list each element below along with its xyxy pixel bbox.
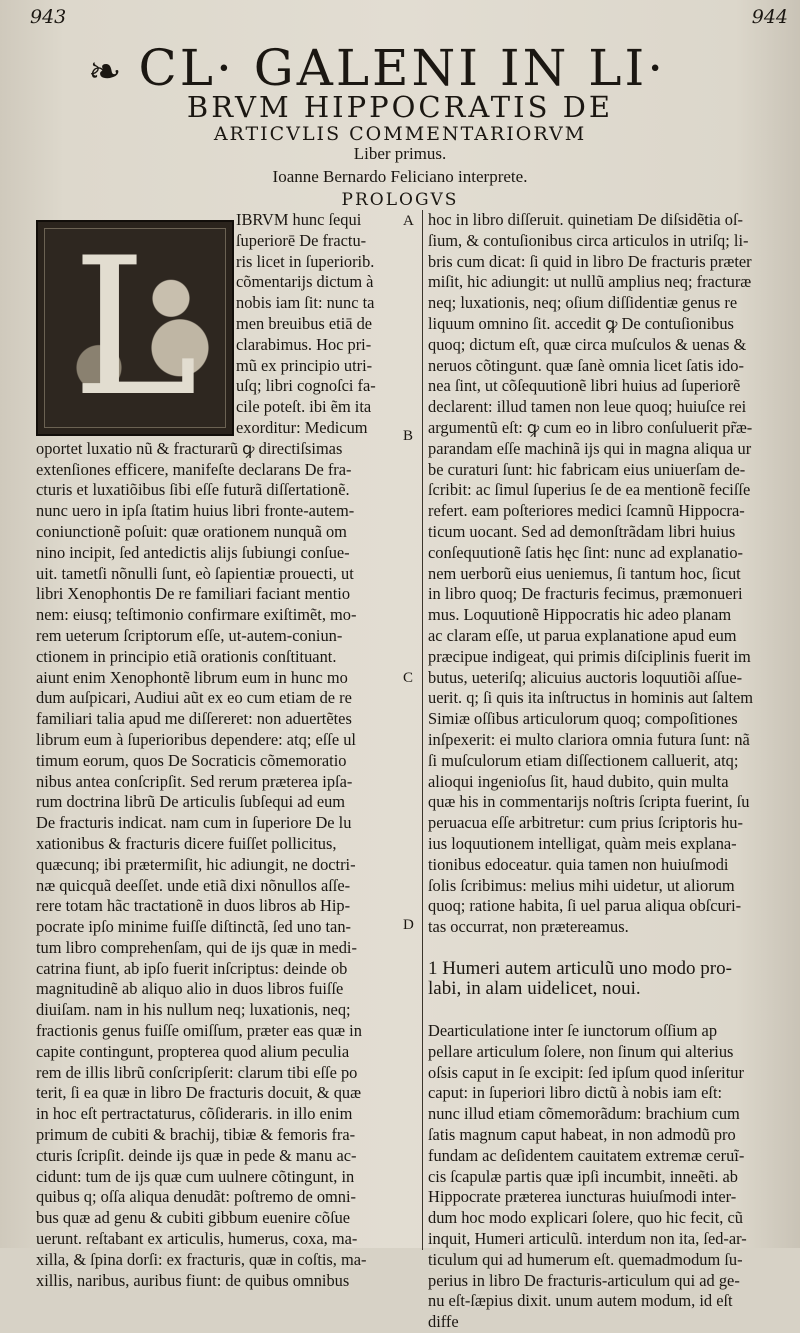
text-line: Dearticulatione inter ſe iunctorum oſſium ap bbox=[428, 1021, 718, 1041]
margin-letter-c: C bbox=[403, 670, 414, 686]
text-line: cõmentarijs dictum à bbox=[236, 272, 374, 292]
text-line: fractionis genus fuiſſe omiſſum, præter eas quæ in bbox=[36, 1021, 362, 1041]
margin-letter-b: B bbox=[403, 428, 414, 444]
text-line: De fracturis indicat. nam cum in ſuperiore De lu bbox=[36, 813, 352, 833]
text-line: diffe bbox=[428, 1312, 459, 1332]
text-line: rem de illis librũ conſcripſerit: clarum tibi eſſe po bbox=[36, 1062, 358, 1082]
text-line: hoc in libro diſſeruit. quinetiam De diſsidẽtia oſ- bbox=[428, 210, 743, 229]
folio-right: 944 bbox=[751, 6, 788, 28]
text-line: bris cum dicat: ſi quid in libro De fracturis præter bbox=[428, 251, 752, 271]
text-line: cturis et luxatiõibus ſibi eſſe futurã diſſertationẽ. bbox=[36, 480, 350, 500]
right-text-column bbox=[428, 210, 800, 1333]
text-line: tum libro comprehenſam, qui de ijs quæ in medi- bbox=[36, 937, 357, 957]
text-line: neq; luxationis, neq; oſium diſſidentiæ genus re bbox=[428, 293, 738, 313]
text-line: 1 Humeri autem articulũ uno modo pro- bbox=[428, 957, 732, 979]
text-line: ac claram eſſe, ut parua explanatione apud eum bbox=[428, 625, 737, 645]
text-line: uerunt. reſtabant ex articulis, humerus, coxa, ma- bbox=[36, 1229, 358, 1249]
text-line: butus, ueteriſq; alicuius auctoris loquutiõi aſſue- bbox=[428, 667, 743, 687]
fleuron-ornament-icon: ❧ bbox=[88, 49, 125, 95]
prologus-heading: PROLOGVS bbox=[341, 190, 459, 210]
text-line: cile poteſt. ibi ẽm ita bbox=[236, 397, 372, 417]
text-line: parandam eſſe machinã ijs qui in magna aliqua ur bbox=[428, 438, 752, 458]
text-line: ſcribit: ac ſimul ſuperius ſe de ea mentionẽ feciſſe bbox=[428, 480, 751, 500]
text-line: nunc illud etiam cõmemorãdum: brachium cum bbox=[428, 1104, 740, 1124]
text-line: inquit, Humeri articulũ. interdum non ita, ſed-ar- bbox=[428, 1229, 747, 1249]
text-line: quibus q; oſſa aliqua denudãt: poſtremo de omni- bbox=[36, 1187, 357, 1207]
text-line: librum eum à ſuperioribus dependere: atq; eſſe ul bbox=[36, 729, 356, 749]
text-line: catrina fiunt, ab ipſo fuerit inſcriptus: deinde ob bbox=[36, 958, 348, 978]
text-line: nino incipit, ſed antedictis alijs ſubiungi conſue- bbox=[36, 542, 350, 562]
text-line: exorditur: Medicum bbox=[236, 417, 368, 437]
text-line: ſatis magnum caput habeat, in non admodũ pro bbox=[428, 1125, 736, 1145]
text-line: ſi muſculorum etiam diſſectionem calluerit, atq; bbox=[428, 750, 739, 770]
text-line: conſequutionẽ ſatis hęc ſint: nunc ad explanatio- bbox=[428, 542, 743, 562]
title-line-1-text: CL· GALENI IN LI· bbox=[138, 39, 667, 97]
text-line: quæcunq; ibi prætermiſit, hic adiungit, ne doctri- bbox=[36, 854, 356, 874]
text-line: labi, in alam uidelicet, noui. bbox=[428, 978, 641, 1000]
left-text-column bbox=[36, 210, 406, 1291]
text-line: quoq; dictum eſt, quæ circa muſculos & uenas & bbox=[428, 334, 747, 354]
text-line: libri Xenophontis De re familiari faciant mentio bbox=[36, 584, 351, 604]
text-line: fundam ac deſidentem cauitatem extremæ ceruĩ- bbox=[428, 1145, 745, 1165]
text-line: ctionem in principio etiã orationis conſtituant. bbox=[36, 646, 337, 666]
text-line: capite contingunt, propterea quod alium peculia bbox=[36, 1041, 350, 1061]
folio-left: 943 bbox=[30, 6, 67, 28]
text-line: tas occurrat, non prætereamus. bbox=[428, 917, 629, 937]
text-line bbox=[428, 938, 800, 959]
text-line: ſolis ſcribimus: melius mihi uidetur, ut aliorum bbox=[428, 875, 735, 895]
title-line-2: BRVM HIPPOCRATIS DE bbox=[186, 90, 614, 124]
text-line: næ quicquã deeſſet. unde etiã dixi nõnullos aſſe- bbox=[36, 875, 351, 895]
text-line: familiari talia apud me diſſereret: non aduertẽtes bbox=[36, 709, 352, 729]
text-line: cidunt: tum de ijs quæ cum uulnere cõtingunt, in bbox=[36, 1166, 355, 1186]
text-line: bus quæ ad genu & cubiti gibbum euenire cõſue bbox=[36, 1208, 351, 1228]
text-line: quæ his in commentarijs noſtris ſcripta fuerint, ſu bbox=[428, 792, 750, 812]
text-line: rere totam hãc tractationẽ in duos libros ab Hip- bbox=[36, 896, 351, 916]
text-line: mus. Loquutionẽ Hippocratis hic adeo planam bbox=[428, 605, 732, 625]
text-line: rem ueterum ſcriptorum eſſe, ut-autem-coniun- bbox=[36, 625, 343, 645]
text-line: nea ſint, ut cõſequutionẽ libri huius ad ſuperiorẽ bbox=[428, 376, 741, 396]
text-line: uerit. q; ſi quis ita inſtructus in hominis aut ſaltem bbox=[428, 688, 754, 708]
text-line: terit, ſi ea quæ in libro De fracturis docuit, & quæ bbox=[36, 1083, 362, 1103]
text-line bbox=[428, 1000, 800, 1021]
text-line: magnitudinẽ ab aliquo alio in duos libros fuiſſe bbox=[36, 979, 344, 999]
text-line: dum hoc modo explicari ſolere, quo hic fecit, cũ bbox=[428, 1208, 743, 1228]
text-line: nunc uero in ipſa ſtatim huius libri fronte-autem- bbox=[36, 501, 355, 521]
text-line: alioqui ingenioſus ſit, haud dubito, quin multa bbox=[428, 771, 729, 791]
margin-letter-d: D bbox=[403, 917, 414, 933]
text-line: in hoc eſt pertractaturus, cõſideraris. in illo enim bbox=[36, 1104, 353, 1124]
text-line: pocrate ipſo minime fuiſſe diſtinctã, ſed uno tan- bbox=[36, 917, 351, 937]
text-line: declarent: illud tamen non leue quoq; huiuſce rei bbox=[428, 397, 747, 417]
text-line: xillis, naribus, auribus fiunt: de quibus omnibus bbox=[36, 1270, 350, 1290]
text-line: nu eſt-ſæpius dixit. unum autem modum, id eſt bbox=[428, 1291, 733, 1311]
text-line: præcipue indigeat, qui primis diſciplinis fuerit im bbox=[428, 646, 751, 666]
book-number: Liber primus. bbox=[353, 144, 447, 163]
text-line: clarabimus. Hoc pri- bbox=[236, 334, 372, 354]
text-line: quoq; ratione habita, ſi uel parua aliqua obſcuri- bbox=[428, 896, 742, 916]
text-line: extenſiones efficere, manifeſte declarans De fra- bbox=[36, 459, 352, 479]
text-line: nem uerborũ eius ueniemus, ſi tantum hoc, ſicut bbox=[428, 563, 741, 583]
text-line: argumentũ eſt: ꝙ cum eo in libro conſuluerit pr̃æ- bbox=[428, 417, 753, 437]
text-line: rum doctrina librũ De articulis ſubſequi ad eum bbox=[36, 792, 346, 812]
text-line: coniunctionẽ poſuit: quæ orationem nunquã om bbox=[36, 521, 347, 541]
text-line: oſsis caput in ſe excipit: ſed ipſum quod inſeritur bbox=[428, 1062, 744, 1082]
text-line: refert. eam poſteriores medici ſcamnũ Hippocra- bbox=[428, 501, 745, 521]
text-line: peruacua eſſe arbitretur: cum prius ſcriptoris hu- bbox=[428, 813, 743, 833]
text-line: inſpexerit: ei multo clariora omnia futura ſunt: nã bbox=[428, 729, 750, 749]
text-line: uſq; libri cognoſci fa- bbox=[236, 376, 376, 396]
initial-letter: L bbox=[72, 217, 199, 438]
text-line: be curaturi ſunt: hic fabricam eius uniuerſam de- bbox=[428, 459, 746, 479]
text-line: Simiæ oſſibus articulorum quoq; compoſitiones bbox=[428, 709, 738, 729]
text-line: men breuibus etiā de bbox=[236, 313, 373, 333]
text-line: nobis iam ſit: nunc ta bbox=[236, 293, 375, 313]
text-line: nem: eiusq; teſtimonio confirmare exiſtimẽt, mo- bbox=[36, 605, 357, 625]
text-line: dum auſpicari, Audiui aũt ex eo cum etiam de re bbox=[36, 688, 352, 708]
text-line: cis ſcapulæ partis quæ ipſi incumbit, inneẽti. ab bbox=[428, 1166, 739, 1186]
translator-line: Ioanne Bernardo Feliciano interprete. bbox=[272, 167, 528, 186]
text-line: ſium, & contuſionibus circa articulos in utriſq; li- bbox=[428, 230, 749, 250]
text-line: nibus antea conſcripſit. Sed rerum præterea ipſa- bbox=[36, 771, 353, 791]
text-line: tionibus edoceatur. quia tamen non huiuſmodi bbox=[428, 854, 729, 874]
text-line: Hippocrate præterea iuncturas huiuſmodi inter- bbox=[428, 1187, 737, 1207]
text-line: ſuperiorē De fractu- bbox=[236, 230, 367, 250]
text-line: IBRVM hunc ſequi bbox=[236, 210, 362, 229]
title-line-3: ARTICVLIS COMMENTARIORVM bbox=[213, 123, 587, 145]
text-line: liquum omnino ſit. accedit ꝙ De contuſionibus bbox=[428, 313, 734, 333]
text-line: ticulum qui ad humerum eſt. quemadmodum ſu- bbox=[428, 1249, 743, 1269]
text-line: xationibus & fracturis dicere fuiſſet pollicitus, bbox=[36, 833, 337, 853]
text-line: ris licet in ſuperiorib. bbox=[236, 251, 375, 271]
text-line: uit. tametſi nõnulli ſunt, eò ſapientiæ prouecti, ut bbox=[36, 563, 354, 583]
text-line: diuiſam. nam in his nullum neq; luxationis, neq; bbox=[36, 1000, 351, 1020]
text-line: pellare articulum ſolere, non ſinum qui alterius bbox=[428, 1041, 734, 1061]
column-divider bbox=[422, 210, 423, 1250]
text-line: neruos cõtingunt. quæ ſanè omnia licet ſatis ido- bbox=[428, 355, 744, 375]
text-line: ius loquutionem intelligat, quàm meis explana- bbox=[428, 833, 737, 853]
text-line: cturis ſcripſit. deinde ijs quæ in pede & manu ac- bbox=[36, 1145, 357, 1165]
text-line: miſit, hic adiungit: ut nullũ amplius neq; fracturæ bbox=[428, 272, 752, 292]
text-line: ticum uocant. Sed ad demonſtrãdam libri huius bbox=[428, 521, 736, 541]
text-line: xilla, & ſpina dorſi: ex fracturis, quæ in coſtis, ma- bbox=[36, 1249, 367, 1269]
text-line: perius in libro De fracturis-articulum qui ad ge- bbox=[428, 1270, 740, 1290]
text-line: primum de cubiti & brachij, tibiæ & femoris fra- bbox=[36, 1125, 356, 1145]
text-line: mũ ex principio utri- bbox=[236, 355, 373, 375]
text-line: aiunt enim Xenophontẽ librum eum in hunc mo bbox=[36, 667, 348, 687]
text-line: in libro quoq; De fracturis fecimus, præmonueri bbox=[428, 584, 743, 604]
text-line: caput: in ſuperiori libro dictũ à nobis iam eſt: bbox=[428, 1083, 723, 1103]
margin-letter-a: A bbox=[403, 213, 414, 229]
text-line: oportet luxatio nũ & fracturarũ ꝙ directiſsimas bbox=[36, 438, 343, 458]
text-line: timum eorum, quos De Socraticis cõmemoratio bbox=[36, 750, 347, 770]
